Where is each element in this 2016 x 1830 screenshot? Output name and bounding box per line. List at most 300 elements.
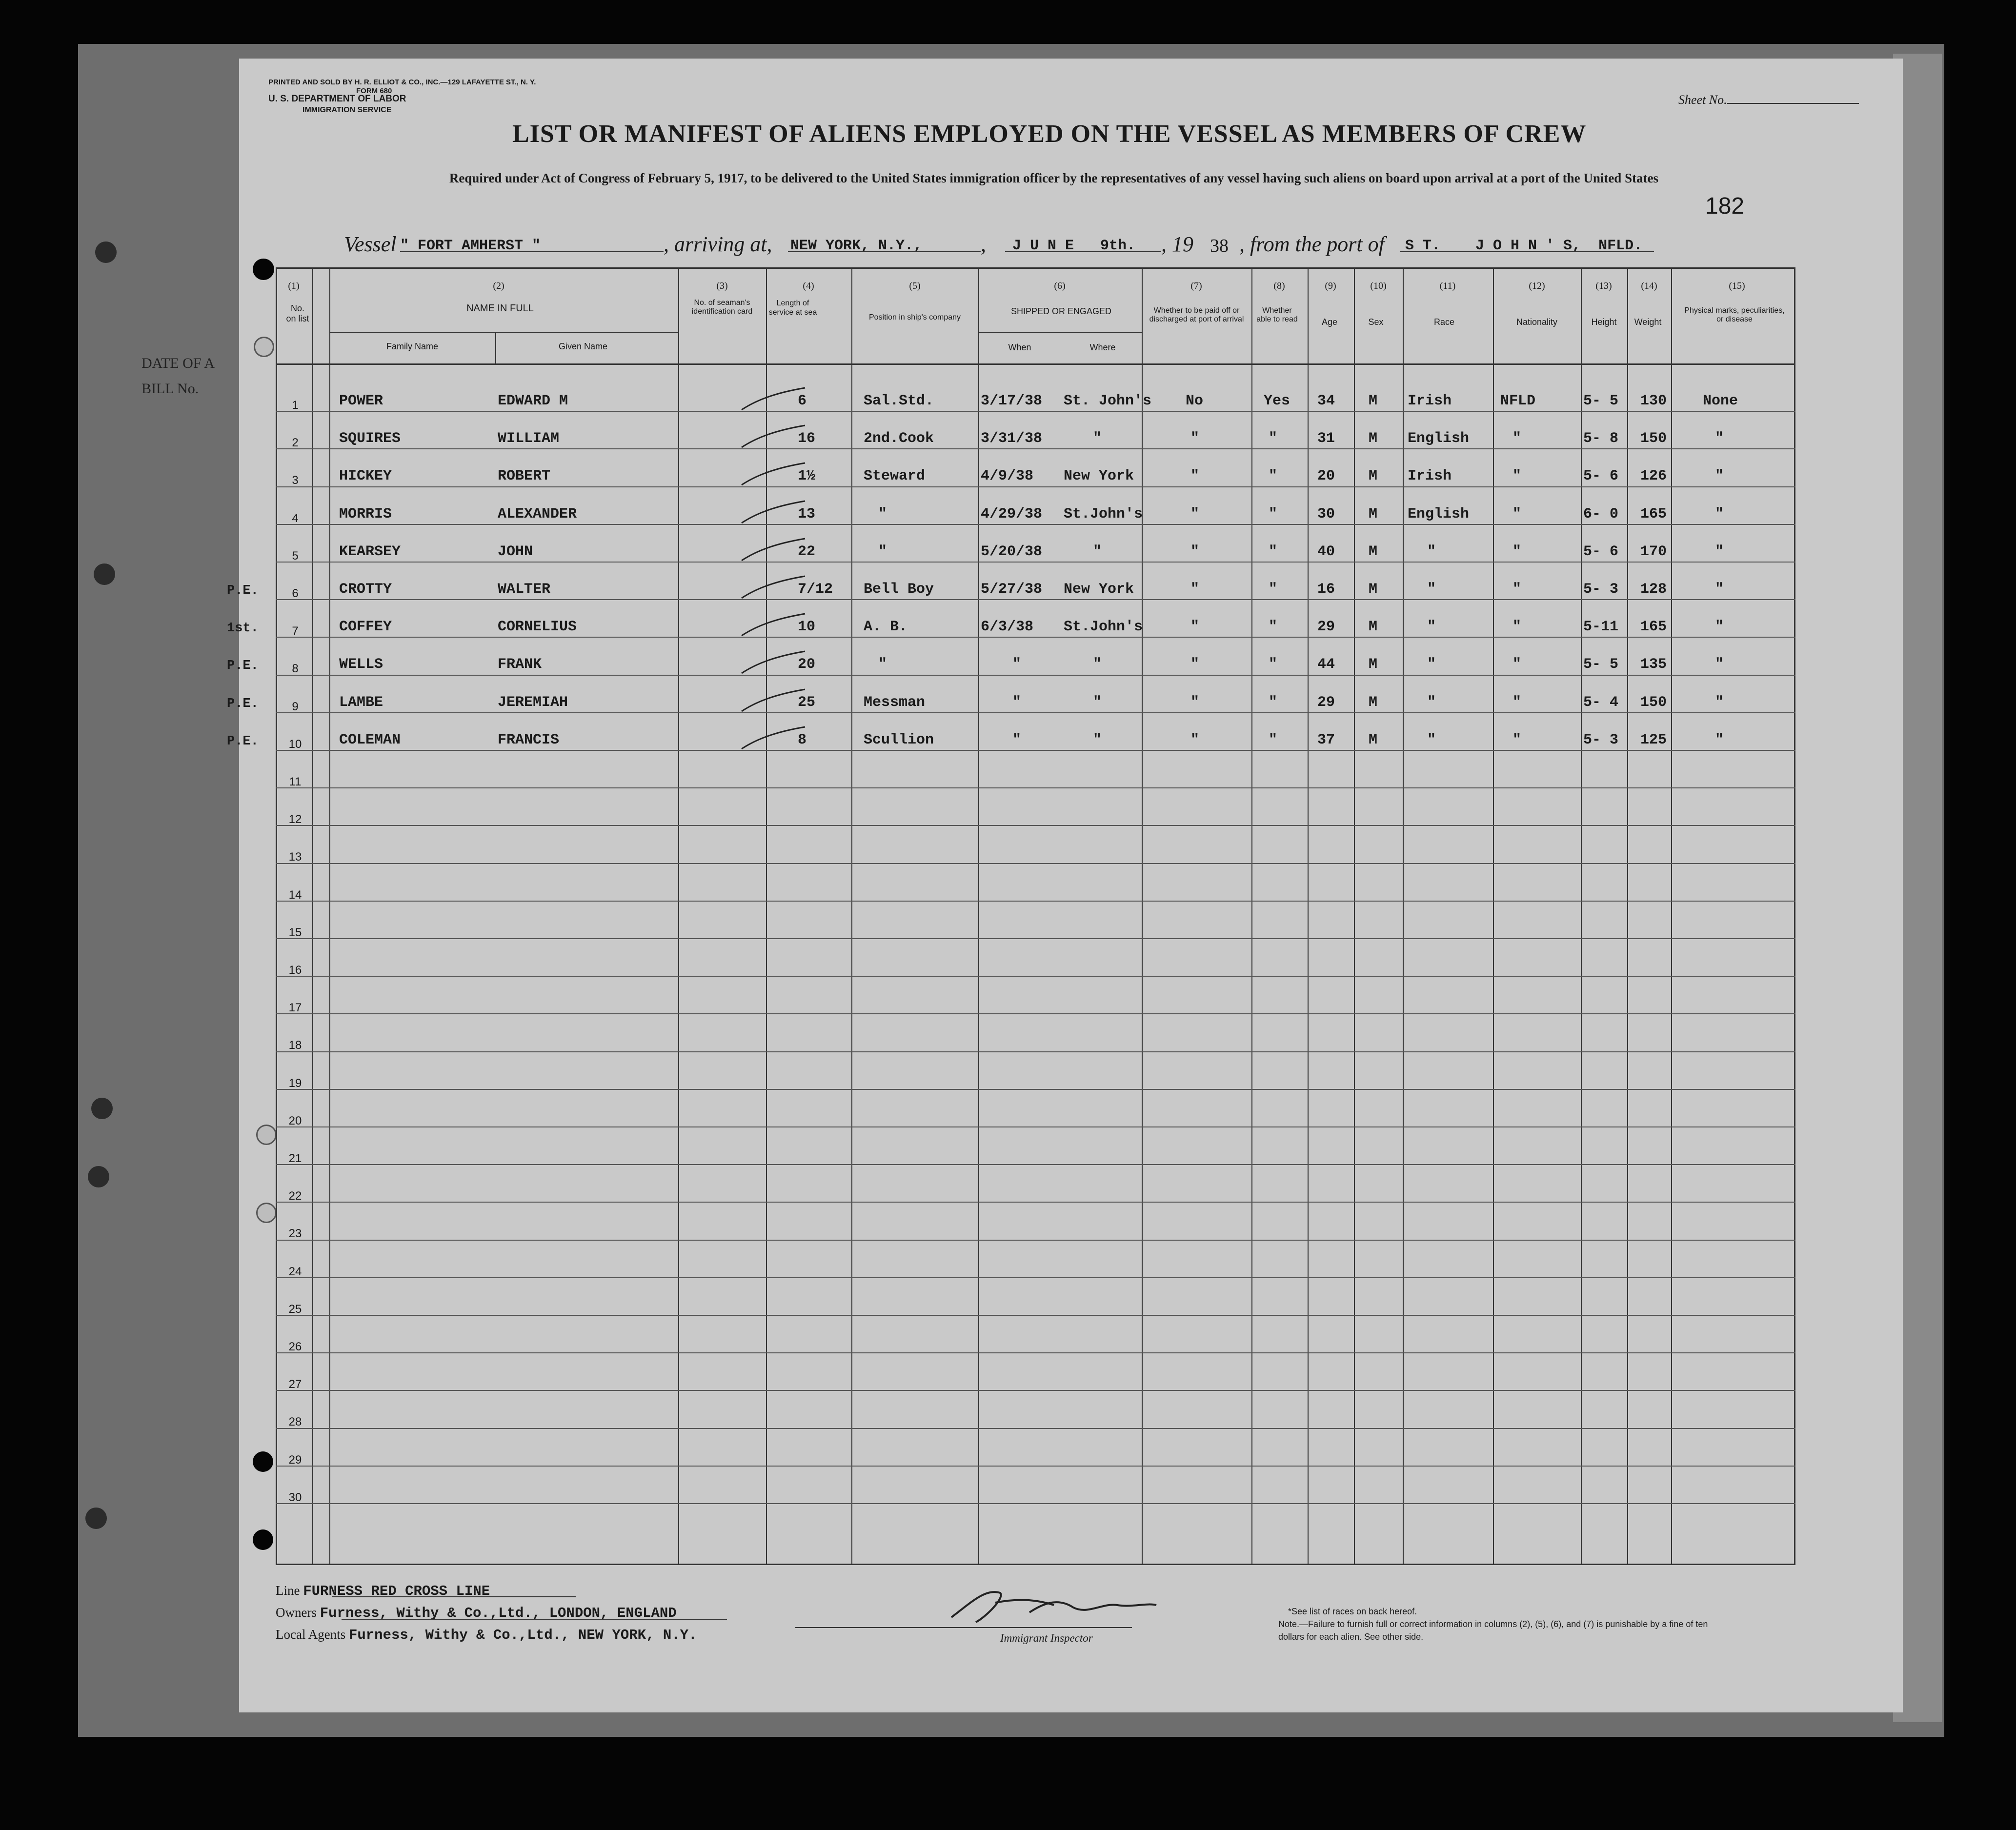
margin-annotation: P.E.	[227, 583, 259, 598]
header-no-on-list: No. on list	[286, 303, 309, 323]
date-underline	[1005, 251, 1161, 252]
cell-sex: M	[1369, 430, 1378, 447]
cell-read: "	[1269, 430, 1278, 447]
cell-where: "	[1093, 656, 1102, 673]
cell-sex: M	[1369, 731, 1378, 748]
column-divider	[1493, 267, 1494, 1565]
row-rule	[276, 1428, 1795, 1429]
cell-age: 29	[1317, 619, 1335, 636]
printer-text: PRINTED AND SOLD BY H. R. ELLIOT & CO., INC.—129 LAFAYETTE ST., N. Y.	[268, 78, 536, 86]
cell-when: "	[1012, 656, 1022, 673]
column-number: (14)	[1641, 281, 1657, 291]
line-label: Line	[276, 1583, 300, 1598]
row-number: 21	[288, 1152, 302, 1165]
cell-height: 6- 0	[1583, 505, 1619, 523]
cell-nationality: "	[1512, 505, 1522, 523]
row-rule	[276, 1466, 1795, 1467]
row-rule	[276, 1164, 1795, 1165]
cell-paid: "	[1190, 656, 1200, 673]
header-name-in-full: NAME IN FULL	[466, 303, 534, 314]
footer-agents	[276, 1627, 697, 1643]
cell-marks: "	[1715, 543, 1724, 560]
binder-hole	[95, 241, 117, 263]
arriving-underline	[788, 251, 981, 252]
column-divider	[312, 267, 313, 1565]
cell-nationality: "	[1512, 731, 1522, 748]
row-rule	[276, 1126, 1795, 1127]
cell-when: 4/9/38	[981, 468, 1034, 485]
sheet-number-field	[1678, 93, 1859, 107]
column-divider	[329, 267, 330, 1565]
header-position: Position in ship's company	[868, 313, 961, 322]
cell-marks: "	[1715, 505, 1724, 523]
cell-nationality: "	[1512, 694, 1522, 711]
header-sex: Sex	[1368, 317, 1384, 327]
cell-marks: "	[1715, 430, 1724, 447]
date-comma: ,	[981, 232, 986, 256]
cell-age: 30	[1317, 505, 1335, 523]
row-number: 29	[288, 1453, 302, 1467]
row-number: 12	[288, 813, 302, 826]
port-label: , from the port of	[1239, 232, 1385, 256]
cell-nationality: NFLD	[1500, 393, 1536, 409]
cell-age: 29	[1317, 694, 1335, 711]
binder-hole	[91, 1098, 113, 1119]
header-length-service: Length of service at sea	[768, 299, 817, 317]
row-number: 15	[288, 925, 302, 939]
cell-height: 5- 5	[1583, 656, 1619, 673]
vessel-label: Vessel	[344, 232, 397, 256]
cell-service: 22	[798, 543, 816, 560]
row-rule	[276, 938, 1795, 939]
margin-annotation: P.E.	[227, 696, 259, 711]
column-divider	[1581, 267, 1582, 1565]
cell-weight: 128	[1640, 581, 1667, 598]
cell-when: 3/31/38	[981, 430, 1043, 447]
cell-height: 5- 8	[1583, 430, 1619, 447]
row-number: 13	[288, 850, 302, 864]
column-number: (2)	[493, 281, 504, 291]
service-name: IMMIGRATION SERVICE	[302, 106, 392, 114]
punch-hole	[256, 1125, 277, 1145]
row-rule	[276, 675, 1795, 676]
check-mark	[737, 611, 810, 641]
departure-port: S T. J O H N ' S, NFLD.	[1405, 238, 1643, 254]
cell-when: "	[1012, 731, 1022, 748]
page-subtitle: Required under Act of Congress of February 5, 1917, to be delivered to the United States immigration officer by the representatives of any vessel having such aliens on board upon arrival at a port of the United States	[449, 171, 1659, 185]
cell-weight: 130	[1640, 393, 1667, 409]
cell-family: MORRIS	[339, 505, 392, 523]
punch-hole	[254, 337, 274, 357]
cell-weight: 125	[1640, 731, 1667, 748]
cell-position: "	[878, 543, 887, 560]
cell-height: 5- 3	[1583, 731, 1619, 748]
inspector-signature	[942, 1583, 1166, 1627]
row-number: 4	[292, 511, 299, 525]
printer-line	[268, 78, 536, 96]
cell-paid: "	[1190, 543, 1200, 560]
cell-position: "	[878, 656, 887, 673]
cell-family: SQUIRES	[339, 430, 401, 447]
cell-given: JOHN	[498, 543, 533, 560]
row-rule	[276, 1277, 1795, 1278]
cell-position: Messman	[864, 694, 926, 711]
row-rule	[276, 863, 1795, 864]
cell-service: 1½	[798, 468, 816, 485]
cell-given: WILLIAM	[498, 430, 560, 447]
cell-position: Steward	[864, 468, 926, 485]
row-number: 23	[288, 1227, 302, 1241]
cell-marks: "	[1715, 731, 1724, 748]
row-number: 11	[289, 775, 302, 788]
row-rule	[276, 825, 1795, 826]
column-number: (9)	[1325, 281, 1336, 291]
cell-marks: "	[1715, 656, 1724, 673]
cell-height: 5- 3	[1583, 581, 1619, 598]
row-number: 5	[292, 549, 299, 563]
header-where: Where	[1089, 342, 1116, 352]
cell-service: 13	[798, 505, 816, 523]
row-rule	[276, 976, 1795, 977]
cell-sex: M	[1369, 619, 1378, 636]
row-number: 19	[288, 1076, 302, 1090]
cell-sex: M	[1369, 543, 1378, 560]
header-race: Race	[1433, 317, 1455, 327]
cell-where: "	[1093, 430, 1102, 447]
column-number: (3)	[716, 281, 728, 291]
page-title: LIST OR MANIFEST OF ALIENS EMPLOYED ON THE VESSEL AS MEMBERS OF CREW	[512, 120, 1587, 148]
header-weight: Weight	[1634, 317, 1662, 327]
cell-position: Bell Boy	[864, 581, 934, 598]
header-divider	[276, 363, 1795, 365]
cell-read: "	[1269, 581, 1278, 598]
row-number: 26	[288, 1340, 302, 1353]
owners-label: Owners	[276, 1605, 317, 1620]
binder-hole	[85, 1508, 107, 1529]
cell-race: English	[1408, 505, 1470, 523]
row-rule	[276, 411, 1795, 412]
cell-given: FRANCIS	[498, 731, 560, 748]
cell-race: "	[1427, 543, 1436, 560]
cell-paid: "	[1190, 505, 1200, 523]
footer-notes	[1278, 1605, 1717, 1643]
column-divider	[1142, 267, 1143, 1565]
cell-sex: M	[1369, 393, 1378, 409]
cell-where: St.John's	[1064, 505, 1143, 523]
column-number: (15)	[1729, 281, 1745, 291]
line-underline	[332, 1596, 576, 1597]
column-number: (7)	[1190, 281, 1202, 291]
column-divider	[851, 267, 852, 1565]
check-mark	[737, 423, 810, 452]
cell-family: CROTTY	[339, 581, 392, 598]
subheader-divider	[978, 332, 1142, 333]
column-number: (11)	[1439, 281, 1456, 291]
subheader-divider	[329, 332, 678, 333]
cell-nationality: "	[1512, 430, 1522, 447]
row-rule	[276, 712, 1795, 713]
row-number: 1	[292, 399, 299, 412]
department-name: U. S. DEPARTMENT OF LABOR	[268, 94, 406, 104]
column-divider	[1251, 267, 1252, 1565]
cell-nationality: "	[1512, 543, 1522, 560]
inspector-label: Immigrant Inspector	[1000, 1632, 1093, 1644]
cell-position: A. B.	[864, 619, 908, 636]
cell-service: 25	[798, 694, 816, 711]
check-mark	[737, 687, 810, 716]
cell-age: 44	[1317, 656, 1335, 673]
owners-underline	[342, 1619, 727, 1620]
column-divider	[1671, 267, 1672, 1565]
check-mark	[737, 461, 810, 490]
cell-position: Scullion	[864, 731, 934, 748]
row-number: 14	[288, 888, 302, 902]
cell-read: Yes	[1264, 393, 1290, 409]
note-races: *See list of races on back hereof.	[1288, 1607, 1417, 1616]
row-number: 18	[288, 1039, 302, 1052]
manifest-table	[276, 267, 1795, 1565]
cell-family: WELLS	[339, 656, 383, 673]
cell-race: "	[1427, 656, 1436, 673]
row-rule	[276, 599, 1795, 600]
row-rule	[276, 637, 1795, 638]
punch-hole	[253, 1451, 273, 1472]
check-mark	[737, 499, 810, 528]
column-divider	[495, 332, 496, 363]
cell-when: 6/3/38	[981, 619, 1034, 636]
punch-hole	[253, 1529, 273, 1550]
cell-when: "	[1012, 694, 1022, 711]
year-prefix: , 19	[1161, 232, 1193, 256]
cell-position: Sal.Std.	[864, 393, 934, 409]
row-number: 2	[292, 436, 299, 450]
owners-value: Furness, Withy & Co.,Ltd., LONDON, ENGLAND	[320, 1605, 677, 1621]
cell-when: 3/17/38	[981, 393, 1043, 409]
row-rule	[276, 1503, 1795, 1504]
column-number: (1)	[288, 281, 300, 291]
row-rule	[276, 1315, 1795, 1316]
cell-weight: 150	[1640, 430, 1667, 447]
cell-read: "	[1269, 619, 1278, 636]
cell-when: 4/29/38	[981, 505, 1043, 523]
header-able-read: Whether able to read	[1256, 306, 1298, 323]
row-rule	[276, 750, 1795, 751]
cell-read: "	[1269, 656, 1278, 673]
cell-paid: "	[1190, 468, 1200, 485]
cell-family: KEARSEY	[339, 543, 401, 560]
page-number: 182	[1705, 193, 1745, 219]
cell-nationality: "	[1512, 581, 1522, 598]
side-note-date: DATE OF A	[141, 355, 215, 371]
row-rule	[276, 1240, 1795, 1241]
binder-hole	[94, 563, 115, 585]
column-number: (4)	[803, 281, 814, 291]
side-note-bill: BILL No.	[141, 381, 199, 397]
cell-paid: "	[1190, 619, 1200, 636]
cell-service: 7/12	[798, 581, 833, 598]
punch-hole	[256, 1203, 277, 1223]
column-divider	[1354, 267, 1355, 1565]
cell-family: POWER	[339, 393, 383, 409]
cell-paid: "	[1190, 731, 1200, 748]
header-age: Age	[1321, 317, 1338, 327]
cell-paid: "	[1190, 581, 1200, 598]
row-rule	[276, 901, 1795, 902]
header-shipped: SHIPPED OR ENGAGED	[1010, 306, 1112, 316]
cell-weight: 165	[1640, 505, 1667, 523]
column-number: (5)	[909, 281, 921, 291]
cell-marks: "	[1715, 619, 1724, 636]
cell-service: 16	[798, 430, 816, 447]
header-family-name: Family Name	[386, 342, 438, 351]
row-number: 3	[292, 474, 299, 487]
cell-sex: M	[1369, 505, 1378, 523]
cell-family: HICKEY	[339, 468, 392, 485]
column-divider	[1308, 267, 1309, 1565]
header-nationality: Nationality	[1516, 317, 1558, 327]
cell-age: 31	[1317, 430, 1335, 447]
sheet-label: Sheet No.	[1678, 93, 1727, 107]
inspector-signature-line	[795, 1627, 1132, 1628]
cell-paid: No	[1186, 393, 1204, 409]
cell-race: "	[1427, 694, 1436, 711]
column-divider	[1403, 267, 1404, 1565]
cell-marks: None	[1703, 393, 1738, 409]
cell-height: 5-11	[1583, 619, 1619, 636]
cell-height: 5- 6	[1583, 468, 1619, 485]
punch-hole	[253, 259, 274, 280]
margin-annotation: 1st.	[227, 621, 259, 636]
cell-read: "	[1269, 731, 1278, 748]
cell-age: 40	[1317, 543, 1335, 560]
cell-where: "	[1093, 543, 1102, 560]
cell-given: FRANK	[498, 656, 542, 673]
row-number: 17	[288, 1001, 302, 1015]
cell-paid: "	[1190, 694, 1200, 711]
row-number: 27	[288, 1378, 302, 1391]
margin-annotation: P.E.	[227, 734, 259, 749]
check-mark	[737, 649, 810, 678]
cell-position: 2nd.Cook	[864, 430, 934, 447]
cell-height: 5- 5	[1583, 393, 1619, 409]
arriving-port: NEW YORK, N.Y.,	[790, 238, 923, 254]
cell-where: New York	[1064, 468, 1134, 485]
cell-height: 5- 4	[1583, 694, 1619, 711]
row-number: 20	[288, 1114, 302, 1127]
cell-read: "	[1269, 543, 1278, 560]
port-underline	[1400, 251, 1654, 252]
binder-hole	[88, 1166, 109, 1187]
cell-service: 10	[798, 619, 816, 636]
row-number: 24	[288, 1265, 302, 1278]
cell-race: "	[1427, 581, 1436, 598]
arrival-date: J U N E 9th.	[1012, 238, 1136, 254]
cell-position: "	[878, 505, 887, 523]
header-when: When	[1008, 342, 1031, 352]
cell-given: WALTER	[498, 581, 551, 598]
row-number: 9	[292, 700, 299, 713]
row-rule	[276, 486, 1795, 487]
row-rule	[276, 787, 1795, 788]
row-number: 22	[288, 1189, 302, 1203]
column-number: (6)	[1054, 281, 1066, 291]
cell-read: "	[1269, 468, 1278, 485]
cell-race: Irish	[1408, 468, 1452, 485]
cell-where: "	[1093, 731, 1102, 748]
header-paid-off: Whether to be paid off or discharged at port of arrival	[1149, 306, 1244, 323]
vessel-underline	[400, 251, 664, 252]
cell-sex: M	[1369, 656, 1378, 673]
cell-family: COFFEY	[339, 619, 392, 636]
department-block	[268, 94, 406, 116]
row-rule	[276, 1202, 1795, 1203]
cell-sex: M	[1369, 581, 1378, 598]
cell-given: JEREMIAH	[498, 694, 568, 711]
cell-age: 34	[1317, 393, 1335, 409]
column-number: (10)	[1370, 281, 1387, 291]
row-number: 6	[292, 587, 299, 600]
column-divider	[1627, 267, 1628, 1565]
cell-weight: 150	[1640, 694, 1667, 711]
cell-when: 5/20/38	[981, 543, 1043, 560]
cell-age: 20	[1317, 468, 1335, 485]
row-number: 16	[288, 964, 302, 977]
column-number: (13)	[1595, 281, 1612, 291]
cell-where: New York	[1064, 581, 1134, 598]
cell-when: 5/27/38	[981, 581, 1043, 598]
cell-nationality: "	[1512, 619, 1522, 636]
cell-marks: "	[1715, 468, 1724, 485]
cell-race: Irish	[1408, 393, 1452, 409]
cell-age: 16	[1317, 581, 1335, 598]
cell-where: "	[1093, 694, 1102, 711]
check-mark	[737, 574, 810, 603]
row-rule	[276, 1352, 1795, 1353]
header-given-name: Given Name	[558, 342, 608, 351]
row-number: 28	[288, 1415, 302, 1429]
cell-read: "	[1269, 505, 1278, 523]
cell-given: CORNELIUS	[498, 619, 577, 636]
cell-marks: "	[1715, 581, 1724, 598]
cell-service: 20	[798, 656, 816, 673]
row-rule	[276, 1051, 1795, 1052]
note-text: Note.—Failure to furnish full or correct information in columns (2), (5), (6), and (7) is punishable by a fine of ten dollars for each alien. See other side.	[1278, 1619, 1708, 1642]
cell-read: "	[1269, 694, 1278, 711]
cell-race: "	[1427, 731, 1436, 748]
check-mark	[737, 724, 810, 754]
cell-nationality: "	[1512, 468, 1522, 485]
cell-where: St.John's	[1064, 619, 1143, 636]
header-physical: Physical marks, peculiarities, or disease	[1684, 306, 1785, 323]
form-number: FORM 680	[356, 87, 392, 95]
cell-sex: M	[1369, 468, 1378, 485]
cell-weight: 126	[1640, 468, 1667, 485]
row-rule	[276, 524, 1795, 525]
agents-label: Local Agents	[276, 1627, 346, 1642]
column-divider	[678, 267, 679, 1565]
cell-family: COLEMAN	[339, 731, 401, 748]
margin-annotation: P.E.	[227, 659, 259, 674]
cell-height: 5- 6	[1583, 543, 1619, 560]
row-rule	[276, 1013, 1795, 1014]
header-height: Height	[1591, 317, 1617, 327]
column-number: (12)	[1529, 281, 1545, 291]
line-value: FURNESS RED CROSS LINE	[303, 1583, 490, 1599]
header-seaman-card: No. of seaman's identification card	[691, 299, 753, 316]
cell-service: 8	[798, 731, 807, 748]
cell-race: English	[1408, 430, 1470, 447]
row-number: 7	[292, 624, 299, 638]
